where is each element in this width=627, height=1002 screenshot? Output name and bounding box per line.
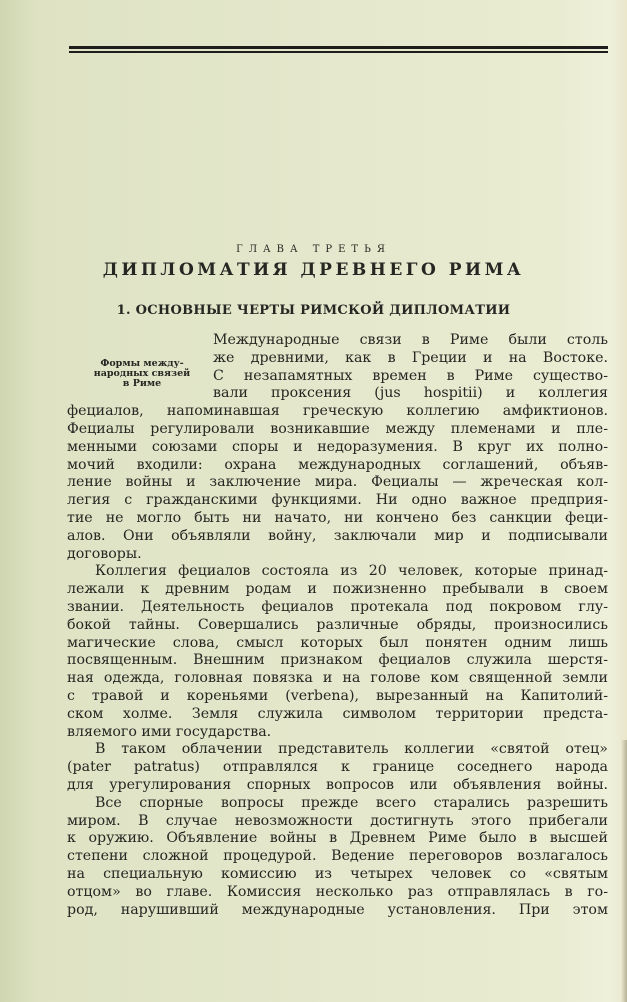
text-line: вали проксения (jus hospitii) и коллегия bbox=[213, 385, 608, 402]
text-line: Международные связи в Риме были столь bbox=[213, 332, 608, 348]
section-title: 1. ОСНОВНЫЕ ЧЕРТЫ РИМСКОЙ ДИПЛОМАТИИ bbox=[116, 303, 511, 318]
text-line: отцом» во главе. Комиссия несколько раз отправлялась в го- bbox=[67, 883, 608, 900]
margin-note bbox=[78, 359, 206, 389]
page-edge-shadow bbox=[621, 740, 627, 1002]
text-line: (pater patratus) отправлялся к границе соседнего народа bbox=[67, 759, 608, 776]
text-line: ная одежда, головная повязка и на голове ком священной земли bbox=[67, 670, 608, 687]
text-line: В таком облачении представитель коллегии «святой отец» bbox=[95, 741, 608, 758]
text-line: степени сложной процедурой. Ведение переговоров возлагалось bbox=[67, 848, 608, 865]
text-line: вляемого ими государства. bbox=[67, 723, 272, 740]
text-line: легия с гражданскими функциями. Ни одно важное предприя- bbox=[67, 492, 608, 509]
text-line: Коллегия фециалов состояла из 20 человек, которые принад- bbox=[95, 563, 608, 580]
text-line: бокой тайны. Совершались различные обряды, произносились bbox=[67, 616, 608, 633]
text-line: фециалов, напоминавшая греческую коллегию амфиктионов. bbox=[67, 403, 608, 420]
text-line: же древними, как в Греции и на Востоке. bbox=[213, 349, 608, 366]
text-line: ление войны и заключение мира. Фециалы — жреческая кол- bbox=[67, 474, 608, 491]
text-line: алов. Они объявляли войну, заключали мир и подписывали bbox=[67, 527, 608, 544]
text-line: тие не могло быть ни начато, ни кончено без санкции феци- bbox=[67, 510, 608, 526]
chapter-title: ДИПЛОМАТИЯ ДРЕВНЕГО РИМА bbox=[102, 260, 525, 280]
text-line: миром. В случае невозможности достигнуть этого прибегали bbox=[67, 812, 608, 829]
text-line: род, нарушивший международные установления. При этом bbox=[67, 901, 608, 918]
text-line: к оружию. Объявление войны в Древнем Риме было в высшей bbox=[67, 830, 608, 847]
text-line: мочий входили: охрана международных соглашений, объяв- bbox=[67, 456, 608, 473]
text-line: менными союзами споры и недоразумения. В круг их полно- bbox=[67, 438, 608, 455]
text-line: С незапамятных времен в Риме существо- bbox=[213, 367, 608, 384]
top-rule-thick bbox=[69, 46, 608, 49]
chapter-label: ГЛАВА ТРЕТЬЯ bbox=[236, 244, 391, 255]
text-line: с травой и кореньями (verbena), вырезанный на Капитолий- bbox=[67, 688, 608, 704]
margin-note-line: народных связей bbox=[93, 368, 191, 379]
text-line: посвященным. Внешним признаком фециалов служила шерстя- bbox=[67, 652, 608, 669]
text-line: Все спорные вопросы прежде всего старались разрешить bbox=[95, 794, 608, 811]
text-line: для урегулирования спорных вопросов или объявления войны. bbox=[67, 777, 608, 793]
text-line: магические слова, смысл которых был понятен одним лишь bbox=[67, 634, 608, 651]
text-line: договоры. bbox=[67, 545, 142, 562]
text-line: на специальную комиссию из четырех человек со «святым bbox=[67, 866, 608, 882]
margin-note-line: Формы между- bbox=[100, 358, 184, 369]
text-line: звании. Деятельность фециалов протекала под покровом глу- bbox=[67, 599, 608, 615]
text-line: лежали к древним родам и пожизненно пребывали в своем bbox=[67, 581, 608, 598]
top-rule-thin bbox=[69, 51, 608, 53]
text-line: ском холме. Земля служила символом территории предста- bbox=[67, 705, 608, 722]
margin-note-line: в Риме bbox=[122, 378, 162, 389]
text-line: Фециалы регулировали возникавшие между племенами и пле- bbox=[67, 421, 608, 437]
